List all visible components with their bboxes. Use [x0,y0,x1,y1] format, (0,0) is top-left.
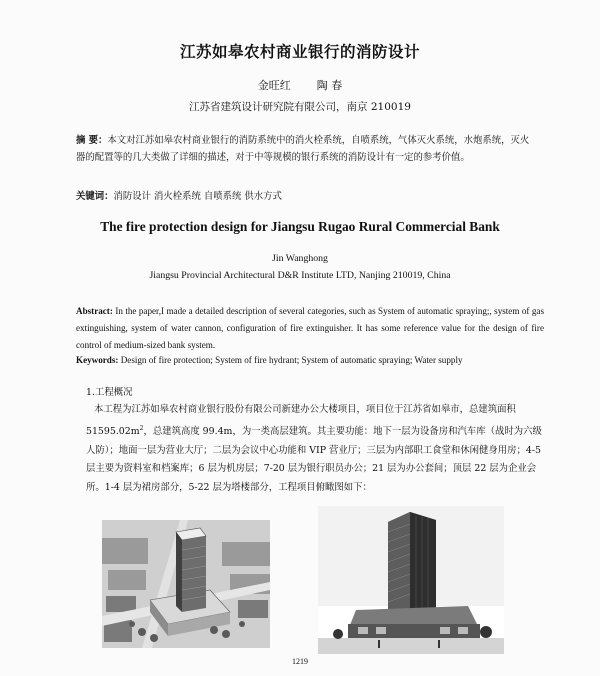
author-1: 金旺红 [257,79,291,92]
section-body [86,401,546,498]
page-number: 1219 [292,657,308,666]
english-title: The fire protection design for Jiangsu Rugao Rural Commercial Bank [100,219,500,234]
chinese-abstract [76,132,536,166]
english-abstract [76,303,544,355]
english-keywords [76,355,463,365]
chinese-authors [0,77,600,93]
english-author: Jin Wanghong [272,253,328,264]
chinese-keywords-label: 关键词： [76,191,114,202]
area-unit-superscript: 2 [139,424,144,432]
chinese-abstract-label: 摘 要： [76,135,108,146]
section-heading: 1.工程概况 [86,387,133,398]
english-abstract-label: Abstract: [76,306,113,316]
building-illustration [318,506,504,654]
chinese-keywords-text: 消防设计 消火栓系统 自喷系统 供水方式 [113,191,282,202]
chinese-keywords [76,188,282,202]
section-body-part-b: ，总建筑高度 99.4m，为一类高层建筑。其主要功能：地下一层为设备房和汽车库（战时为六级人防）；地面一层为营业大厅；二层为会议中心功能和 VIP 营业厅；三层为内部职工食堂和休闲健身用房；4-5 层主要为资料室和档案库；6 层为机房层；7-20 层为银行职员办公；21 层为办公套间；顶层 22 层为企业会所。1-4 层为裙房部分，5-22 层为塔楼部分，工程项目俯瞰图如下： [86,425,542,493]
english-keywords-text: Design of fire protection; System of fire hydrant; System of automatic spraying; Water supply [118,355,463,365]
chinese-affiliation: 江苏省建筑设计研究院有限公司，南京 210019 [189,101,411,113]
english-affiliation: Jiangsu Provincial Architectural D&R Institute LTD, Nanjing 210019, China [149,270,451,281]
author-2: 陶 春 [316,79,343,92]
english-abstract-text: In the paper,I made a detailed description of several categories, such as System of automatic spraying;, system of gas extinguishing, system of water cannon, configuration of fire extinguisher. It has some reference value for the design of fire control of medium-sized bank system. [76,306,544,351]
building-photo [318,506,504,654]
section-body-part-a: 本工程为江苏如皋农村商业银行股份有限公司新建办公大楼项目，项目位于江苏省如皋市，总建筑面积 51595.02m [86,404,516,437]
chinese-abstract-text: 本文对江苏如皋农村商业银行的消防系统中的消火栓系统，自喷系统，气体灭火系统，水炮系统，灭火器的配置等的几大类做了详细的描述，对于中等规模的银行系统的消防设计有一定的参考价值。 [76,135,530,163]
aerial-view-photo [102,520,270,648]
aerial-view-illustration [102,520,270,648]
english-keywords-label: Keywords: [76,355,119,365]
chinese-title: 江苏如皋农村商业银行的消防设计 [179,42,420,61]
